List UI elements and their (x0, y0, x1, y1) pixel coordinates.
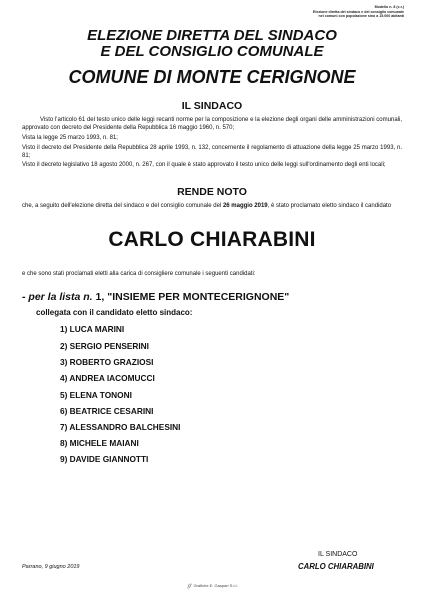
model-note (308, 5, 404, 19)
candidate-item: 8) MICHELE MAIANI (60, 438, 139, 448)
premise-paragraph: Visto il decreto del Presidente della Repubblica 28 aprile 1993, n. 132, concernente il regolamento di attuazione della legge 25 marzo 1993, n. 81; (22, 144, 402, 159)
list-name: "INSIEME PER MONTECERIGNONE" (107, 291, 290, 303)
comune-title: COMUNE DI MONTE CERIGNONE (68, 67, 356, 87)
il-sindaco-heading: IL SINDACO (181, 100, 243, 112)
premise-paragraph: Vista la legge 25 marzo 1993, n. 81; (22, 134, 118, 141)
place-date: Parrano, 9 giugno 2019 (22, 564, 80, 570)
model-note-line: Elezione diretta del sindaco e del consiglio comunale (312, 9, 404, 14)
list-prefix: - per la lista n. (22, 291, 93, 303)
printer-footer (0, 580, 424, 589)
elected-mayor-name: CARLO CHIARABINI (108, 228, 316, 251)
rende-noto-heading: RENDE NOTO (177, 186, 247, 198)
announcement-text: , è stato proclamato eletto sindaco il candidato (267, 203, 392, 209)
list-title: - per la lista n. 1, "INSIEME PER MONTECERIGNONE" (22, 291, 290, 303)
candidate-item: 4) ANDREA IACOMUCCI (60, 373, 155, 383)
collegata-text: collegata con il candidato eletto sindaco: (36, 308, 193, 317)
printer-logo: ℊ (186, 583, 193, 589)
model-note-line: Modello n. 8 (c.r.) (374, 5, 404, 9)
signature-name: CARLO CHIARABINI (298, 562, 374, 571)
signature-role: IL SINDACO (318, 551, 358, 558)
header-line-1: ELEZIONE DIRETTA DEL SINDACO (87, 27, 337, 44)
printer-name: Grafiche E. Gaspari S.r.l. (193, 583, 238, 588)
councillors-intro: e che sono stati proclamati eletti alla carica di consigliere comunale i seguenti candidati: (22, 271, 256, 277)
premise-paragraph: Visto l'articolo 61 del testo unico delle leggi recanti norme per la composizione e la elezione degli organi delle amministrazioni comunali, approvato con decreto del Presidente della Repubblica 16 maggio 1960, n. 570; (22, 117, 402, 131)
candidate-item: 7) ALESSANDRO BALCHESINI (60, 422, 181, 432)
election-date: 26 maggio 2019 (222, 203, 268, 209)
candidate-item: 9) DAVIDE GIANNOTTI (60, 454, 149, 464)
candidate-item: 6) BEATRICE CESARINI (60, 406, 154, 416)
premises (22, 116, 402, 171)
announcement-text: che, a seguito dell'elezione diretta del sindaco e del consiglio comunale del (22, 203, 223, 209)
model-note-line: nei comuni con popolazione sino a 15.000 abitanti (318, 14, 404, 19)
list-number: 1 (95, 291, 102, 303)
premise-paragraph: Visto il decreto legislativo 18 agosto 2000, n. 267, con il quale è stato approvato il testo unico delle leggi sull'ordinamento degli enti locali; (22, 162, 386, 169)
candidate-item: 1) LUCA MARINI (60, 324, 125, 334)
candidate-item: 2) SERGIO PENSERINI (60, 341, 149, 351)
announcement (22, 202, 402, 210)
candidate-item: 3) ROBERTO GRAZIOSI (60, 357, 154, 367)
candidate-item: 5) ELENA TONONI (60, 390, 132, 400)
header-line-2: E DEL CONSIGLIO COMUNALE (100, 43, 324, 60)
